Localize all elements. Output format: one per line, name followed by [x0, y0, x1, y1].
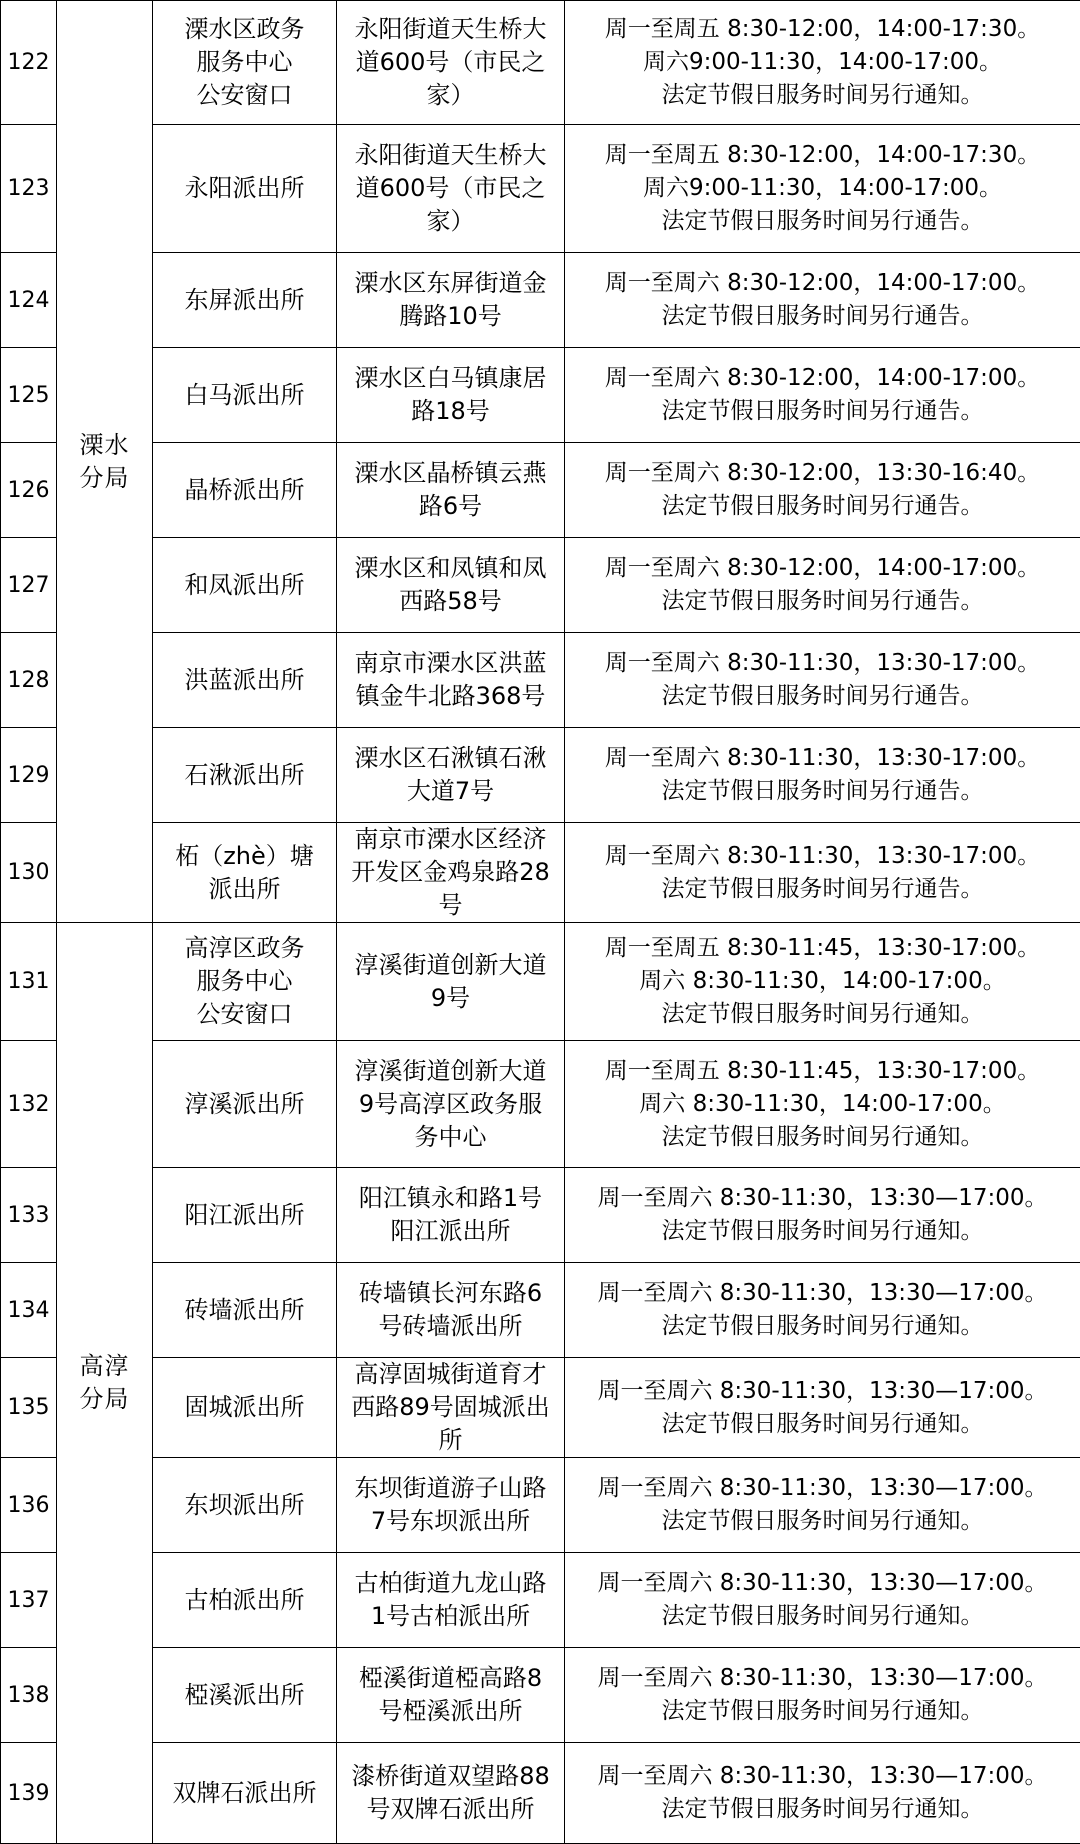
- table-row: [1, 1168, 1080, 1263]
- service-hours: 周一至周五 8:30-12:00，14:00-17:30。 周六9:00-11:30，14:00-17:00。 法定节假日服务时间另行通知。: [565, 1, 1080, 125]
- office-address: 南京市溧水区洪蓝 镇金牛北路368号: [337, 633, 565, 728]
- table-row: [1, 1, 1080, 125]
- table-body: [1, 1, 1080, 1844]
- row-number: 133: [1, 1168, 57, 1263]
- office-address: 砖墙镇长河东路6 号砖墙派出所: [337, 1263, 565, 1358]
- office-name: 固城派出所: [153, 1358, 337, 1458]
- service-hours: 周一至周六 8:30-11:30，13:30—17:00。 法定节假日服务时间另行通知。: [565, 1743, 1080, 1844]
- service-hours: 周一至周五 8:30-11:45，13:30-17:00。 周六 8:30-11:30，14:00-17:00。 法定节假日服务时间另行通知。: [565, 1041, 1080, 1168]
- office-name: 高淳区政务 服务中心 公安窗口: [153, 923, 337, 1041]
- table-row: [1, 348, 1080, 443]
- department-cell: 溧水 分局: [57, 1, 153, 923]
- service-hours: 周一至周六 8:30-11:30，13:30—17:00。 法定节假日服务时间另行通知。: [565, 1168, 1080, 1263]
- row-number: 135: [1, 1358, 57, 1458]
- office-name: 石湫派出所: [153, 728, 337, 823]
- office-address: 溧水区晶桥镇云燕 路6号: [337, 443, 565, 538]
- row-number: 134: [1, 1263, 57, 1358]
- office-name: 椏溪派出所: [153, 1648, 337, 1743]
- office-name: 永阳派出所: [153, 125, 337, 253]
- row-number: 125: [1, 348, 57, 443]
- table-row: [1, 1263, 1080, 1358]
- office-address: 高淳固城街道育才 西路89号固城派出 所: [337, 1358, 565, 1458]
- office-name: 东屏派出所: [153, 253, 337, 348]
- office-address: 南京市溧水区经济 开发区金鸡泉路28 号: [337, 823, 565, 923]
- service-hours: 周一至周五 8:30-11:45，13:30-17:00。 周六 8:30-11:30，14:00-17:00。 法定节假日服务时间另行通知。: [565, 923, 1080, 1041]
- table-row: [1, 1553, 1080, 1648]
- row-number: 128: [1, 633, 57, 728]
- table-row: [1, 125, 1080, 253]
- office-address: 溧水区白马镇康居 路18号: [337, 348, 565, 443]
- service-hours: 周一至周六 8:30-11:30，13:30-17:00。 法定节假日服务时间另行通告。: [565, 728, 1080, 823]
- office-address: 淳溪街道创新大道 9号高淳区政务服 务中心: [337, 1041, 565, 1168]
- office-address: 溧水区东屏街道金 腾路10号: [337, 253, 565, 348]
- office-name: 古柏派出所: [153, 1553, 337, 1648]
- office-name: 阳江派出所: [153, 1168, 337, 1263]
- table-row: [1, 1358, 1080, 1458]
- service-hours: 周一至周六 8:30-11:30，13:30—17:00。 法定节假日服务时间另行通知。: [565, 1648, 1080, 1743]
- office-name: 晶桥派出所: [153, 443, 337, 538]
- table-row: [1, 1458, 1080, 1553]
- office-name: 和凤派出所: [153, 538, 337, 633]
- service-hours: 周一至周六 8:30-12:00，14:00-17:00。 法定节假日服务时间另行通告。: [565, 348, 1080, 443]
- service-hours: 周一至周六 8:30-11:30，13:30-17:00。 法定节假日服务时间另行通告。: [565, 633, 1080, 728]
- table-row: [1, 253, 1080, 348]
- table-row: [1, 1648, 1080, 1743]
- office-address: 永阳街道天生桥大 道600号（市民之 家）: [337, 1, 565, 125]
- row-number: 127: [1, 538, 57, 633]
- service-hours: 周一至周六 8:30-12:00，13:30-16:40。 法定节假日服务时间另行通告。: [565, 443, 1080, 538]
- row-number: 130: [1, 823, 57, 923]
- office-address: 漆桥街道双望路88 号双牌石派出所: [337, 1743, 565, 1844]
- table-row: [1, 633, 1080, 728]
- row-number: 123: [1, 125, 57, 253]
- table-row: [1, 728, 1080, 823]
- office-name: 溧水区政务 服务中心 公安窗口: [153, 1, 337, 125]
- office-name: 淳溪派出所: [153, 1041, 337, 1168]
- office-address: 东坝街道游子山路 7号东坝派出所: [337, 1458, 565, 1553]
- row-number: 126: [1, 443, 57, 538]
- office-name: 白马派出所: [153, 348, 337, 443]
- office-address: 阳江镇永和路1号 阳江派出所: [337, 1168, 565, 1263]
- row-number: 122: [1, 1, 57, 125]
- table-row: [1, 443, 1080, 538]
- department-cell: 高淳 分局: [57, 923, 153, 1844]
- service-hours: 周一至周六 8:30-11:30，13:30-17:00。 法定节假日服务时间另行通告。: [565, 823, 1080, 923]
- office-address: 溧水区和凤镇和凤 西路58号: [337, 538, 565, 633]
- table-row: [1, 923, 1080, 1041]
- service-hours: 周一至周六 8:30-11:30，13:30—17:00。 法定节假日服务时间另行通知。: [565, 1358, 1080, 1458]
- service-hours: 周一至周六 8:30-12:00，14:00-17:00。 法定节假日服务时间另行通告。: [565, 253, 1080, 348]
- row-number: 137: [1, 1553, 57, 1648]
- row-number: 138: [1, 1648, 57, 1743]
- table-row: [1, 823, 1080, 923]
- service-hours: 周一至周六 8:30-12:00，14:00-17:00。 法定节假日服务时间另行通告。: [565, 538, 1080, 633]
- row-number: 132: [1, 1041, 57, 1168]
- office-name: 东坝派出所: [153, 1458, 337, 1553]
- service-hours: 周一至周六 8:30-11:30，13:30—17:00。 法定节假日服务时间另行通知。: [565, 1458, 1080, 1553]
- office-name: 双牌石派出所: [153, 1743, 337, 1844]
- table-row: [1, 1041, 1080, 1168]
- row-number: 124: [1, 253, 57, 348]
- office-address: 椏溪街道椏高路8 号椏溪派出所: [337, 1648, 565, 1743]
- office-address: 永阳街道天生桥大 道600号（市民之 家）: [337, 125, 565, 253]
- table-row: [1, 538, 1080, 633]
- office-address: 淳溪街道创新大道 9号: [337, 923, 565, 1041]
- office-name: 砖墙派出所: [153, 1263, 337, 1358]
- office-name: 柘（zhè）塘 派出所: [153, 823, 337, 923]
- office-address: 古柏街道九龙山路 1号古柏派出所: [337, 1553, 565, 1648]
- row-number: 129: [1, 728, 57, 823]
- row-number: 131: [1, 923, 57, 1041]
- service-hours: 周一至周五 8:30-12:00，14:00-17:30。 周六9:00-11:30，14:00-17:00。 法定节假日服务时间另行通告。: [565, 125, 1080, 253]
- table-row: [1, 1743, 1080, 1844]
- row-number: 136: [1, 1458, 57, 1553]
- row-number: 139: [1, 1743, 57, 1844]
- office-name: 洪蓝派出所: [153, 633, 337, 728]
- service-hours: 周一至周六 8:30-11:30，13:30—17:00。 法定节假日服务时间另行通知。: [565, 1263, 1080, 1358]
- service-hours: 周一至周六 8:30-11:30，13:30—17:00。 法定节假日服务时间另行通知。: [565, 1553, 1080, 1648]
- office-address: 溧水区石湫镇石湫 大道7号: [337, 728, 565, 823]
